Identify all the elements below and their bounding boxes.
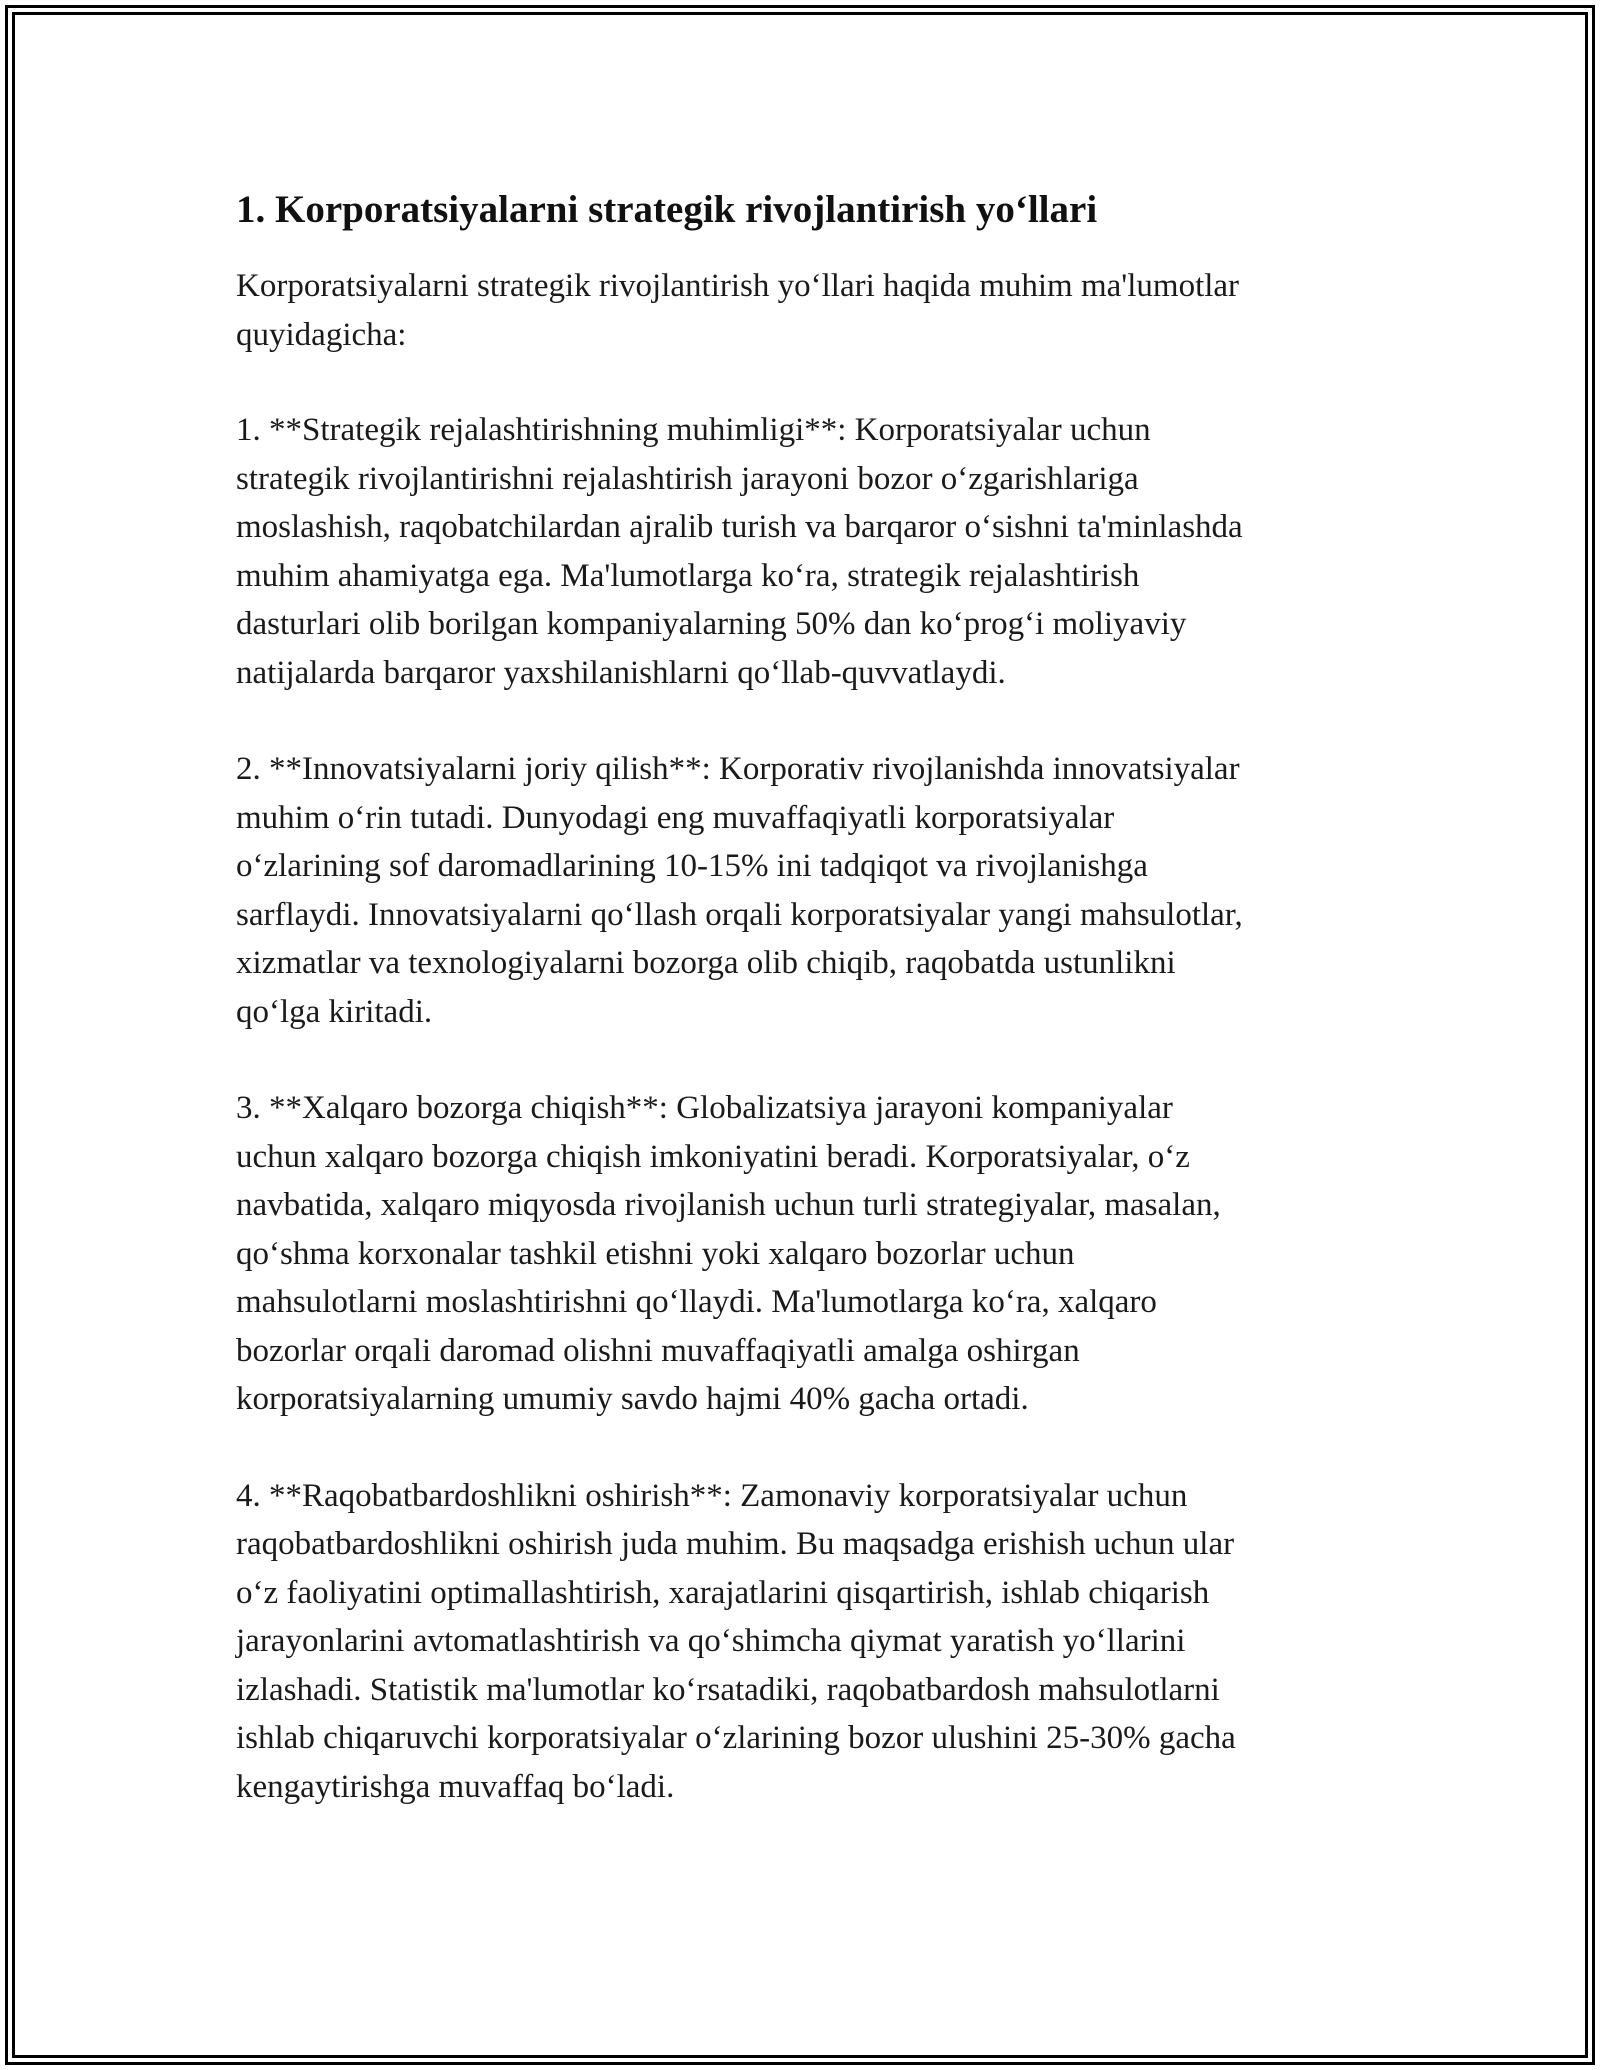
document-body — [236, 186, 1366, 1859]
list-item: 1. **Strategik rejalashtirishning muhimligi**: Korporatsiyalar uchun strategik rivojlantirishni rejalashtirish jarayoni bozor o‘zgarishlariga moslashish, raqobatchilardan ajralib turish va barqaror o‘sishni ta'minlashda muhim ahamiyatga ega. Ma'lumotlarga ko‘ra, strategik rejalashtirish dasturlari olib borilgan kompaniyalarning 50% dan ko‘prog‘i moliyaviy natijalarda barqaror yaxshilanishlarni qo‘llab-quvvatlaydi. — [236, 412, 1243, 691]
document-title: 1. Korporatsiyalarni strategik rivojlantirish yo‘llari — [236, 188, 1098, 231]
list-item: 3. **Xalqaro bozorga chiqish**: Globalizatsiya jarayoni kompaniyalar uchun xalqaro bozorga chiqish imkoniyatini beradi. Korporatsiyalar, o‘z navbatida, xalqaro miqyosda rivojlanish uchun turli strategiyalar, masalan, qo‘shma korxonalar tashkil etishni yoki xalqaro bozorlar uchun mahsulotlarni moslashtirishni qo‘llaydi. Ma'lumotlarga ko‘ra, xalqaro bozorlar orqali daromad olishni muvaffaqiyatli amalga oshirgan korporatsiyalarning umumiy savdo hajmi 40% gacha ortadi. — [236, 1090, 1221, 1417]
list-item: 2. **Innovatsiyalarni joriy qilish**: Korporativ rivojlanishda innovatsiyalar muhim o‘rin tutadi. Dunyodagi eng muvaffaqiyatli korporatsiyalar o‘zlarining sof daromadlarining 10-15% ini tadqiqot va rivojlanishga sarflaydi. Innovatsiyalarni qo‘llash orqali korporatsiyalar yangi mahsulotlar, xizmatlar va texnologiyalarni bozorga olib chiqib, raqobatda ustunlikni qo‘lga kiritadi. — [236, 751, 1243, 1030]
list-item: 4. **Raqobatbardoshlikni oshirish**: Zamonaviy korporatsiyalar uchun raqobatbardoshlikni oshirish juda muhim. Bu maqsadga erishish uchun ular o‘z faoliyatini optimallashtirish, xarajatlarini qisqartirish, ishlab chiqarish jarayonlarini avtomatlashtirish va qo‘shimcha qiymat yaratish yo‘llarini izlashadi. Statistik ma'lumotlar ko‘rsatadiki, raqobatbardosh mahsulotlarni ishlab chiqaruvchi korporatsiyalar o‘zlarining bozor ulushini 25-30% gacha kengaytirishga muvaffaq bo‘ladi. — [236, 1477, 1236, 1805]
intro-paragraph: Korporatsiyalarni strategik rivojlantirish yo‘llari haqida muhim ma'lumotlar quyidagicha: — [236, 268, 1240, 353]
